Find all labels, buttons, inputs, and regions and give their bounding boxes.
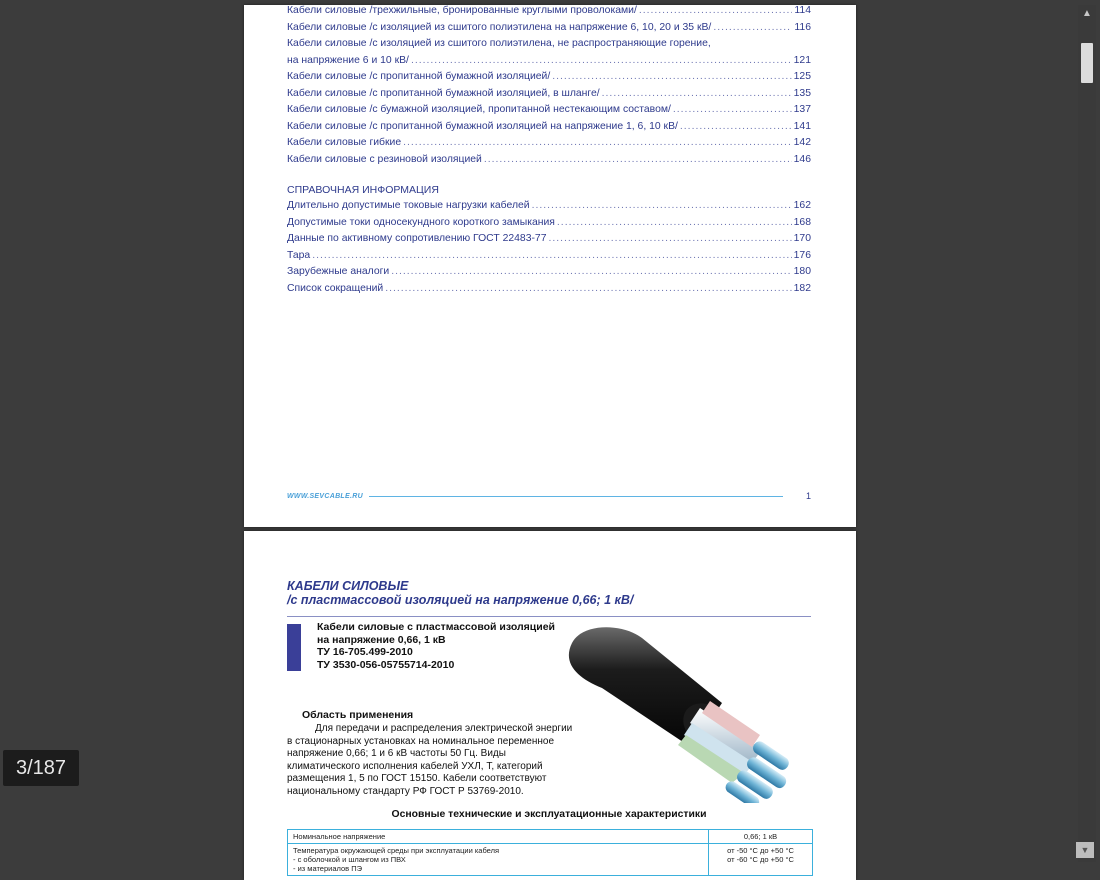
toc-page: 168 <box>793 216 811 228</box>
param-line: Температура окружающей среды при эксплуатации кабеля <box>293 846 500 855</box>
footer-page-number: 1 <box>805 491 811 501</box>
vertical-scrollbar[interactable] <box>1078 5 1096 862</box>
toc-dots <box>391 266 791 277</box>
cable-illustration <box>562 623 812 803</box>
document-page-1 <box>244 5 856 527</box>
toc-page: 137 <box>793 104 811 115</box>
toc-dots <box>385 283 791 294</box>
spec-line: Кабели силовые с пластмассовой изоляцией <box>317 621 555 633</box>
toc-title: Допустимые токи односекундного короткого замыкания <box>287 216 555 228</box>
document-page-2 <box>244 531 856 880</box>
toc-dots <box>639 5 793 16</box>
accent-bar <box>287 624 301 671</box>
toc-title: Кабели силовые /с изоляцией из сшитого полиэтилена, не распространяющие горение, <box>287 38 711 49</box>
spec-line: ТУ 16-705.499-2010 <box>317 646 413 658</box>
toc-entry[interactable] <box>287 22 811 39</box>
toc-page: 176 <box>793 249 811 261</box>
page-indicator: 3/187 <box>3 750 79 786</box>
toc-dots <box>549 233 792 244</box>
footer-url[interactable]: WWW.SEVCABLE.RU <box>287 492 363 500</box>
toc-title: на напряжение 6 и 10 кВ/ <box>287 54 409 66</box>
toc-entry[interactable] <box>287 38 811 55</box>
toc-title: Кабели силовые /с пропитанной бумажной изоляцией на напряжение 1, 6, 10 кВ/ <box>287 120 678 132</box>
toc-entry[interactable] <box>287 55 811 72</box>
toc-title: Кабели силовые гибкие <box>287 137 402 148</box>
page-title <box>287 579 827 607</box>
toc-dots <box>312 250 791 261</box>
toc-entry[interactable] <box>287 121 811 138</box>
characteristics-table <box>287 829 813 876</box>
scrollbar-thumb[interactable] <box>1081 43 1093 83</box>
toc-title: Список сокращений <box>287 282 384 294</box>
value-line: от -50 °С до +50 °С <box>727 846 794 855</box>
toc-title: Кабели силовые /с пропитанной бумажной изоляцией/ <box>287 71 551 82</box>
toc-dots <box>713 22 792 33</box>
toc-entry[interactable] <box>287 250 811 267</box>
toc-title: Кабели силовые /с бумажной изоляцией, пропитанной нестекающим составом/ <box>287 104 671 115</box>
toc-title: Данные по активному сопротивлению ГОСТ 22483-77 <box>287 233 547 244</box>
toc-title: Кабели силовые /с пропитанной бумажной изоляцией, в шланге/ <box>287 87 600 99</box>
toc-entry[interactable] <box>287 154 811 171</box>
area-heading: Область применения <box>302 709 414 721</box>
section-heading: СПРАВОЧНАЯ ИНФОРМАЦИЯ <box>287 184 439 196</box>
title-line-2: /с пластмассовой изоляцией на напряжение 0,66; 1 кВ/ <box>287 593 634 607</box>
table-cell-value: 0,66; 1 кВ <box>743 832 778 841</box>
toc-page: 135 <box>793 87 811 99</box>
toc-entry[interactable] <box>287 217 811 234</box>
toc-dots <box>532 200 792 211</box>
param-line: - из материалов ПЭ <box>293 864 362 873</box>
toc-page: 182 <box>793 282 811 294</box>
toc-page: 141 <box>793 120 811 132</box>
toc-page: 121 <box>793 54 811 66</box>
toc-entry[interactable] <box>287 88 811 105</box>
toc-page: 142 <box>793 137 811 148</box>
toc-dots <box>602 88 792 99</box>
characteristics-heading: Основные технические и эксплуатационные характеристики <box>391 809 707 820</box>
toc-entry[interactable] <box>287 71 811 88</box>
toc-page: 170 <box>793 233 811 244</box>
toc-dots <box>552 71 791 82</box>
toc-dots <box>680 121 792 132</box>
toc-page: 180 <box>793 266 811 277</box>
table-cell-value <box>709 844 812 875</box>
toc-entry[interactable] <box>287 283 811 300</box>
area-text: Для передачи и распределения электрической энергии в стационарных установках на номинальное переменное напряжение 0,66; 1 и 6 кВ частоты 50 Гц. Виды климатического исполнения кабелей УХЛ, Т, категорий размещения 1, 5 по ГОСТ 15150. Кабели соответствуют национальному стандарту РФ ГОСТ Р 53769-2010. <box>287 723 573 797</box>
scroll-down-icon[interactable]: ▼ <box>1076 842 1094 858</box>
toc-page: 146 <box>793 153 811 165</box>
table-cell-param <box>288 844 709 875</box>
toc-entry[interactable] <box>287 233 811 250</box>
title-rule <box>287 616 811 617</box>
value-line: от -60 °С до +50 °С <box>727 855 794 864</box>
toc-entry[interactable] <box>287 137 811 154</box>
toc-title: Длительно допустимые токовые нагрузки кабелей <box>287 200 530 211</box>
toc-page: 125 <box>793 71 811 82</box>
toc-dots <box>557 217 792 228</box>
title-line-1: КАБЕЛИ СИЛОВЫЕ <box>287 579 409 593</box>
product-spec <box>317 621 577 671</box>
table-cell-param: Номинальное напряжение <box>288 830 709 843</box>
toc-dots <box>673 104 792 115</box>
toc-dots <box>411 55 792 66</box>
toc-title: Тара <box>287 249 311 261</box>
toc-title: Кабели силовые /с изоляцией из сшитого полиэтилена на напряжение 6, 10, 20 и 35 кВ/ <box>287 21 712 33</box>
table-row <box>288 844 812 875</box>
footer-rule <box>369 496 783 497</box>
toc-entry[interactable] <box>287 5 811 22</box>
toc-dots <box>403 137 792 148</box>
toc-page: 162 <box>793 200 811 211</box>
toc-title: Кабели силовые /трехжильные, бронированные круглыми проволоками/ <box>287 5 637 16</box>
spec-line: на напряжение 0,66, 1 кВ <box>317 633 446 646</box>
toc-title: Зарубежные аналоги <box>287 266 390 277</box>
toc-page: 114 <box>794 5 811 16</box>
toc-list <box>287 5 811 299</box>
toc-entry[interactable] <box>287 266 811 283</box>
spec-line: ТУ 3530-056-05755714-2010 <box>317 658 455 671</box>
toc-entry[interactable] <box>287 200 811 217</box>
toc-page: 116 <box>794 21 811 33</box>
page-footer <box>287 488 811 504</box>
toc-dots <box>484 154 792 165</box>
scroll-up-icon[interactable]: ▲ <box>1082 8 1092 19</box>
table-row <box>288 830 812 844</box>
toc-entry[interactable] <box>287 104 811 121</box>
toc-title: Кабели силовые с резиновой изоляцией <box>287 153 482 165</box>
param-line: - с оболочкой и шлангом из ПВХ <box>293 855 406 864</box>
